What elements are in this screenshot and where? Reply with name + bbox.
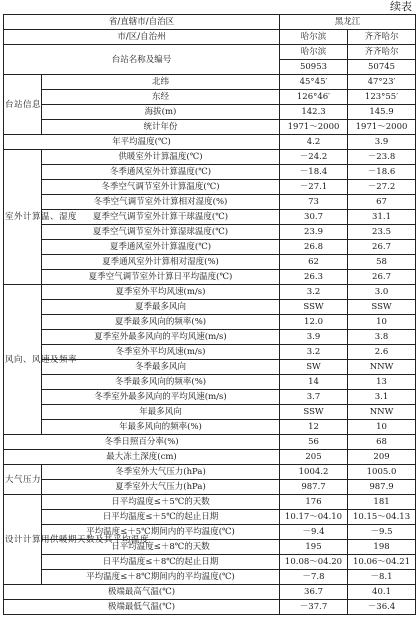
param-label: 日平均温度≤＋8℃的天数: [42, 540, 280, 555]
value-qiqihar: 209: [348, 450, 416, 465]
table-row: [4, 435, 416, 450]
value-harbin: 4.2: [280, 135, 348, 150]
value-harbin: 26.8: [280, 240, 348, 255]
station-name-row: [4, 45, 416, 60]
table-row: [4, 420, 416, 435]
param-label: 极端最低气温(℃): [4, 600, 280, 615]
value-qiqihar: 123°55′: [348, 90, 416, 105]
param-label: 夏季室外平均风速(m/s): [42, 285, 280, 300]
value-qiqihar: 3.8: [348, 330, 416, 345]
value-harbin: SSW: [280, 300, 348, 315]
value-qiqihar: 13: [348, 375, 416, 390]
value-harbin: 62: [280, 255, 348, 270]
table-row: [4, 300, 416, 315]
param-label: 平均温度≤＋8℃期间内的平均温度(℃): [42, 570, 280, 585]
table-row: [4, 405, 416, 420]
value-harbin: －24.2: [280, 150, 348, 165]
param-label: 年最多风向: [42, 405, 280, 420]
city-name: 齐齐哈尔: [348, 30, 416, 45]
table-row: [4, 585, 416, 600]
param-label: 冬季室外最多风向的平均风速(m/s): [42, 390, 280, 405]
param-label: 统计年份: [42, 120, 280, 135]
value-qiqihar: －8.1: [348, 570, 416, 585]
value-harbin: 3.9: [280, 330, 348, 345]
value-harbin: 1004.2: [280, 465, 348, 480]
value-qiqihar: 987.9: [348, 480, 416, 495]
table-continuation-caption: 续表: [390, 0, 412, 13]
group-station-info: 台站信息: [4, 75, 42, 135]
table-row: [4, 450, 416, 465]
table-row: [4, 240, 416, 255]
value-qiqihar: 10.15～04.13: [348, 510, 416, 525]
value-harbin: 14: [280, 375, 348, 390]
table-row: [4, 180, 416, 195]
value-qiqihar: 181: [348, 495, 416, 510]
value-harbin: 126°46′: [280, 90, 348, 105]
value-qiqihar: －18.6: [348, 165, 416, 180]
value-harbin: 1971～2000: [280, 120, 348, 135]
value-qiqihar: NNW: [348, 405, 416, 420]
province-value: 黑龙江: [280, 15, 416, 30]
value-harbin: －27.1: [280, 180, 348, 195]
table-row: [4, 330, 416, 345]
value-harbin: －9.4: [280, 525, 348, 540]
value-harbin: 195: [280, 540, 348, 555]
param-label: 夏季通风室外计算温度(℃): [42, 240, 280, 255]
group-pressure: 大气压力: [4, 465, 42, 495]
param-label: 夏季室外大气压力(hPa): [42, 480, 280, 495]
table-row: [4, 555, 416, 570]
value-harbin: SSW: [280, 405, 348, 420]
province-row: [4, 15, 416, 30]
group-wind: 风向、风速及频率: [4, 285, 42, 435]
value-qiqihar: 10.06～04.21: [348, 555, 416, 570]
value-harbin: 3.2: [280, 345, 348, 360]
param-label: 东经: [42, 90, 280, 105]
value-qiqihar: 3.9: [348, 135, 416, 150]
value-qiqihar: NNW: [348, 360, 416, 375]
value-qiqihar: 40.1: [348, 585, 416, 600]
value-qiqihar: 58: [348, 255, 416, 270]
param-label: 夏季空气调节室外计算干球温度(℃): [42, 210, 280, 225]
param-label: 夏季室外最多风向的平均风速(m/s): [42, 330, 280, 345]
value-harbin: －37.7: [280, 600, 348, 615]
param-label: 夏季通风室外计算相对湿度(%): [42, 255, 280, 270]
value-qiqihar: 1005.0: [348, 465, 416, 480]
value-harbin: 56: [280, 435, 348, 450]
param-label: 冬季空气调节室外计算温度(℃): [42, 180, 280, 195]
param-label: 冬季通风室外计算温度(℃): [42, 165, 280, 180]
param-label: 冬季室外平均风速(m/s): [42, 345, 280, 360]
value-harbin: 142.3: [280, 105, 348, 120]
param-label: 平均温度≤＋5℃期间内的平均温度(℃): [42, 525, 280, 540]
param-label: 日平均温度≤＋8℃的起止日期: [42, 555, 280, 570]
param-label: 极端最高气温(℃): [4, 585, 280, 600]
value-qiqihar: 26.7: [348, 240, 416, 255]
param-label: 年平均温度(℃): [4, 135, 280, 150]
param-label: 冬季日照百分率(%): [4, 435, 280, 450]
param-label: 冬季空气调节室外计算相对湿度(%): [42, 195, 280, 210]
value-qiqihar: －27.2: [348, 180, 416, 195]
city-row: [4, 30, 416, 45]
value-qiqihar: 47°23′: [348, 75, 416, 90]
value-harbin: 12: [280, 420, 348, 435]
table-row: [4, 150, 416, 165]
value-qiqihar: 145.9: [348, 105, 416, 120]
param-label: 日平均温度≤＋5℃的天数: [42, 495, 280, 510]
value-harbin: 45°45′: [280, 75, 348, 90]
table-row: [4, 465, 416, 480]
param-label: 最大冻土深度(cm): [4, 450, 280, 465]
station-label: 台站名称及编号: [4, 45, 280, 75]
table-row: [4, 105, 416, 120]
param-label: 夏季空气调节室外计算日平均温度(℃): [42, 270, 280, 285]
group-heating: 设计计算用供暖期天数及其平均温度: [4, 495, 42, 585]
city-name: 哈尔滨: [280, 30, 348, 45]
param-label: 年最多风向的频率(%): [42, 420, 280, 435]
value-harbin: 10.08～04.20: [280, 555, 348, 570]
value-harbin: 73: [280, 195, 348, 210]
value-harbin: 987.7: [280, 480, 348, 495]
table-row: [4, 315, 416, 330]
value-harbin: －18.4: [280, 165, 348, 180]
value-qiqihar: 1971～2000: [348, 120, 416, 135]
value-harbin: －7.8: [280, 570, 348, 585]
table-row: [4, 570, 416, 585]
value-qiqihar: 31.1: [348, 210, 416, 225]
station-code: 50745: [348, 60, 416, 75]
value-harbin: 3.7: [280, 390, 348, 405]
value-qiqihar: 2.6: [348, 345, 416, 360]
table-row: [4, 195, 416, 210]
value-qiqihar: 10: [348, 315, 416, 330]
table-row: [4, 510, 416, 525]
value-harbin: 26.3: [280, 270, 348, 285]
value-qiqihar: 3.0: [348, 285, 416, 300]
table-row: [4, 495, 416, 510]
table-row: [4, 270, 416, 285]
param-label: 冬季最多风向: [42, 360, 280, 375]
value-qiqihar: 3.1: [348, 390, 416, 405]
city-label: 市/区/自治州: [4, 30, 280, 45]
table-row: [4, 120, 416, 135]
station-name: 哈尔滨: [280, 45, 348, 60]
value-qiqihar: 68: [348, 435, 416, 450]
param-label: 北纬: [42, 75, 280, 90]
value-harbin: 3.2: [280, 285, 348, 300]
value-qiqihar: 26.7: [348, 270, 416, 285]
province-label: 省/直辖市/自治区: [4, 15, 280, 30]
value-harbin: 36.7: [280, 585, 348, 600]
value-qiqihar: SSW: [348, 300, 416, 315]
climate-parameter-table: [3, 14, 416, 615]
value-harbin: 30.7: [280, 210, 348, 225]
value-qiqihar: 67: [348, 195, 416, 210]
table-row: [4, 135, 416, 150]
param-label: 海拔(m): [42, 105, 280, 120]
group-outdoor-temp: 室外计算温、湿度: [4, 150, 42, 285]
value-harbin: 10.17～04.10: [280, 510, 348, 525]
value-qiqihar: －9.5: [348, 525, 416, 540]
table-row: [4, 600, 416, 615]
value-harbin: 205: [280, 450, 348, 465]
param-label: 冬季最多风向的频率(%): [42, 375, 280, 390]
param-label: 夏季最多风向: [42, 300, 280, 315]
param-label: 冬季室外大气压力(hPa): [42, 465, 280, 480]
value-qiqihar: 23.5: [348, 225, 416, 240]
value-qiqihar: －23.8: [348, 150, 416, 165]
station-name: 齐齐哈尔: [348, 45, 416, 60]
param-label: 夏季最多风向的频率(%): [42, 315, 280, 330]
value-harbin: 23.9: [280, 225, 348, 240]
value-harbin: 176: [280, 495, 348, 510]
table-row: [4, 255, 416, 270]
table-row: [4, 165, 416, 180]
table-row: [4, 390, 416, 405]
value-qiqihar: －36.4: [348, 600, 416, 615]
station-code: 50953: [280, 60, 348, 75]
table-row: [4, 75, 416, 90]
value-harbin: SW: [280, 360, 348, 375]
value-qiqihar: 10: [348, 420, 416, 435]
table-row: [4, 285, 416, 300]
value-qiqihar: 198: [348, 540, 416, 555]
param-label: 夏季空气调节室外计算湿球温度(℃): [42, 225, 280, 240]
table-row: [4, 375, 416, 390]
table-row: [4, 225, 416, 240]
value-harbin: 12.0: [280, 315, 348, 330]
param-label: 日平均温度≤＋5℃的起止日期: [42, 510, 280, 525]
param-label: 供暖室外计算温度(℃): [42, 150, 280, 165]
table-row: [4, 480, 416, 495]
table-row: [4, 90, 416, 105]
